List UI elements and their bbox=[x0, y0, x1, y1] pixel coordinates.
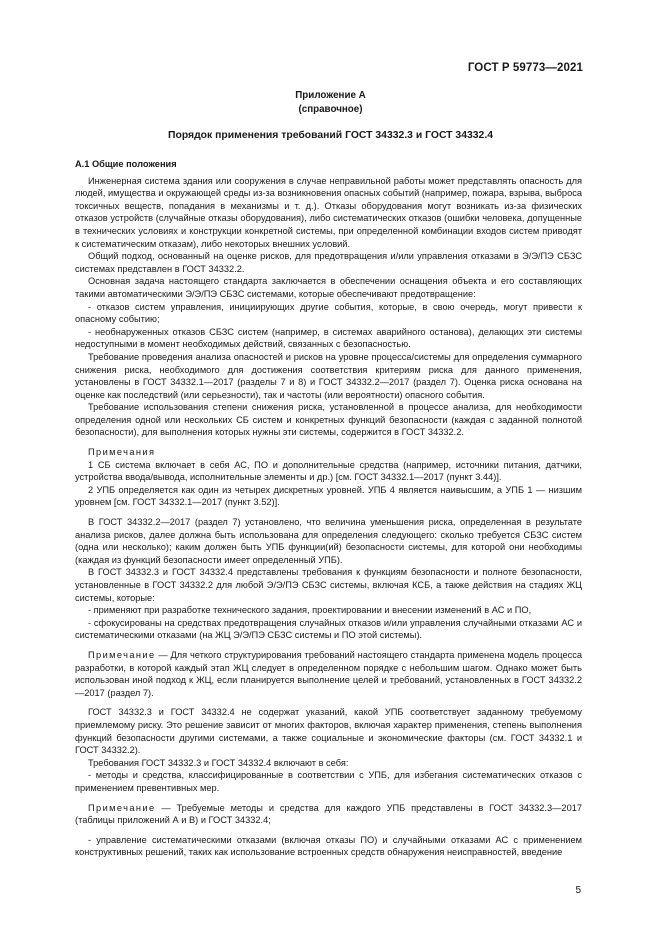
list-item: - методы и средства, классифицированные в соответствии с УПБ, для избегания систематических отказов с применением превентивных мер. bbox=[75, 770, 582, 793]
paragraph: Требование проведения анализа опасностей и рисков на уровне процесса/системы для определения суммарного снижения риска, необходимого для достижения соответствия критериям риска для данного применения, установлены в ГОСТ 34332.1—2017 (разделы 7 и 8) и ГОСТ 34332.2—2017 (раздел 7). Оценка риска основана на оценке как последствий (или серьезности), так и частоты (или вероятности) опасного события. bbox=[75, 351, 582, 400]
paragraph: Основная задача настоящего стандарта заключается в обеспечении оснащения объекта и его составляющих такими автоматическими Э/Э/ПЭ СБЗС системами, которые обеспечивают предотвращение: bbox=[75, 276, 582, 299]
annex-kind: (справочное) bbox=[298, 104, 363, 115]
paragraph: В ГОСТ 34332.2—2017 (раздел 7) установлено, что величина уменьшения риска, определенная в результате анализа рисков, далее должна быть использована для определения следующего: сколько требуется СБЗС систем (одна или несколько); каким должен быть УПБ функции(ий) безопасности системы, для которой они необходимы (каждая из функций безопасности имеет определенный УПБ). bbox=[75, 517, 582, 565]
paragraph: Инженерная система здания или сооружения в случае неправильной работы может представлять опасность для людей, имущества и окружающей среды из-за возникновения опасных событий (например, пожара, взрыва, выброса токсичных веществ, попадания в механизмы и т. д.). Отказы оборудования могут возникать из-за физических отказов устройств (случайные отказы оборудования), либо систематических отказов (ошибки человека, допущенные в технических условиях и конструкции конкретной системы, при определенной комбинации входов систем приводят к систематическим отказам), либо некоторых внешних условий. bbox=[75, 175, 582, 249]
paragraph: Требования ГОСТ 34332.3 и ГОСТ 34332.4 включают в себя: bbox=[88, 757, 349, 768]
paragraph: Общий подход, основанный на оценке рисков, для предотвращения и/или управления отказами в Э/Э/ПЭ СБЗС системах представлен в ГОСТ 34332.2. bbox=[75, 251, 582, 274]
annex-heading: Порядок применения требований ГОСТ 34332.3 и ГОСТ 34332.4 bbox=[168, 130, 493, 141]
list-item: - необнаруженных отказов СБЗС систем (например, в системах аварийного останова), делающих эти системы недоступными в момент необходимых действий, связанных с безопасностью. bbox=[75, 326, 582, 350]
page-number: 5 bbox=[575, 885, 581, 896]
notes-heading: Примечания bbox=[88, 447, 156, 458]
note-item: 2 УПБ определяется как один из четырех дискретных уровней. УПБ 4 является наивысшим, а УПБ 1 — низшим уровнем [см. ГОСТ 34332.1—2017 (пункт 3.52)]. bbox=[75, 484, 582, 508]
paragraph: В ГОСТ 34332.3 и ГОСТ 34332.4 представлены требования к функциям безопасности и полноте безопасности, установленные в ГОСТ 34332.2 для любой Э/Э/ПЭ СБЗС системы, включая КСБ, а также действия на стадиях ЖЦ системы, которые: bbox=[75, 567, 582, 603]
section-heading: А.1 Общие положения bbox=[75, 159, 177, 169]
note-text: — Требуемые методы и средства для каждого УПБ представлены в ГОСТ 34332.3—2017 (таблицы приложений А и В) и ГОСТ 34332.4; bbox=[75, 802, 582, 826]
annex-title: Приложение А bbox=[295, 90, 366, 101]
note-item: 1 СБ система включает в себя АС, ПО и дополнительные средства (например, источники питания, датчики, устройства ввода/вывода, исполнительные элементы и др.) [см. ГОСТ 34332.1—2017 (пункт 3.44)]. bbox=[75, 459, 582, 483]
paragraph: ГОСТ 34332.3 и ГОСТ 34332.4 не содержат указаний, какой УПБ соответствует заданному требуемому приемлемому риску. Это решение зависит от многих факторов, включая характер применения, степень выполнения функций безопасности другими системами, а также социальные и экономические факторы (см. ГОСТ 34332.1 и ГОСТ 34332.2). bbox=[75, 707, 582, 756]
list-item: - применяют при разработке технического задания, проектировании и внесении изменений в АС и ПО, bbox=[88, 605, 532, 616]
list-item: - сфокусированы на средствах предотвращения случайных отказов и/или управления случайными отказами АС и систематическими отказами (на ЖЦ Э/Э/ПЭ СБЗС системы и ПО этой системы). bbox=[75, 617, 582, 641]
note-label: Примечание bbox=[88, 649, 156, 660]
document-body bbox=[75, 158, 582, 859]
note-paragraph bbox=[75, 802, 582, 827]
document-code: ГОСТ Р 59773—2021 bbox=[467, 62, 583, 74]
list-item: - управление систематическими отказами (включая отказы ПО) и случайными отказами АС с применением конструктивных решений, таких как использование встроенных средств обнаружения неисправностей, введение bbox=[75, 834, 582, 858]
note-label: Примечание bbox=[88, 802, 156, 813]
paragraph: Требование использования степени снижения риска, установленной в процессе анализа, для необходимости определения одной или нескольких СБ систем и конкретных функций безопасности (каждая с заданной полнотой безопасности), для выполнения которых нужны эти системы, содержится в ГОСТ 34332.2. bbox=[75, 402, 582, 438]
note-text: — Для четкого структурирования требований настоящего стандарта применена модель процесса разработки, в которой каждый этап ЖЦ следует в определенном порядке с небольшим шагом. Однако может быть использован иной подход к ЖЦ, если планируется выполнение целей и требований, установленных в ГОСТ 34332.2—2017 (раздел 7). bbox=[75, 649, 582, 698]
note-paragraph bbox=[75, 649, 582, 699]
list-item: - отказов систем управления, инициирующих другие события, которые, в свою очередь, могут привести к опасному событию; bbox=[75, 301, 582, 325]
